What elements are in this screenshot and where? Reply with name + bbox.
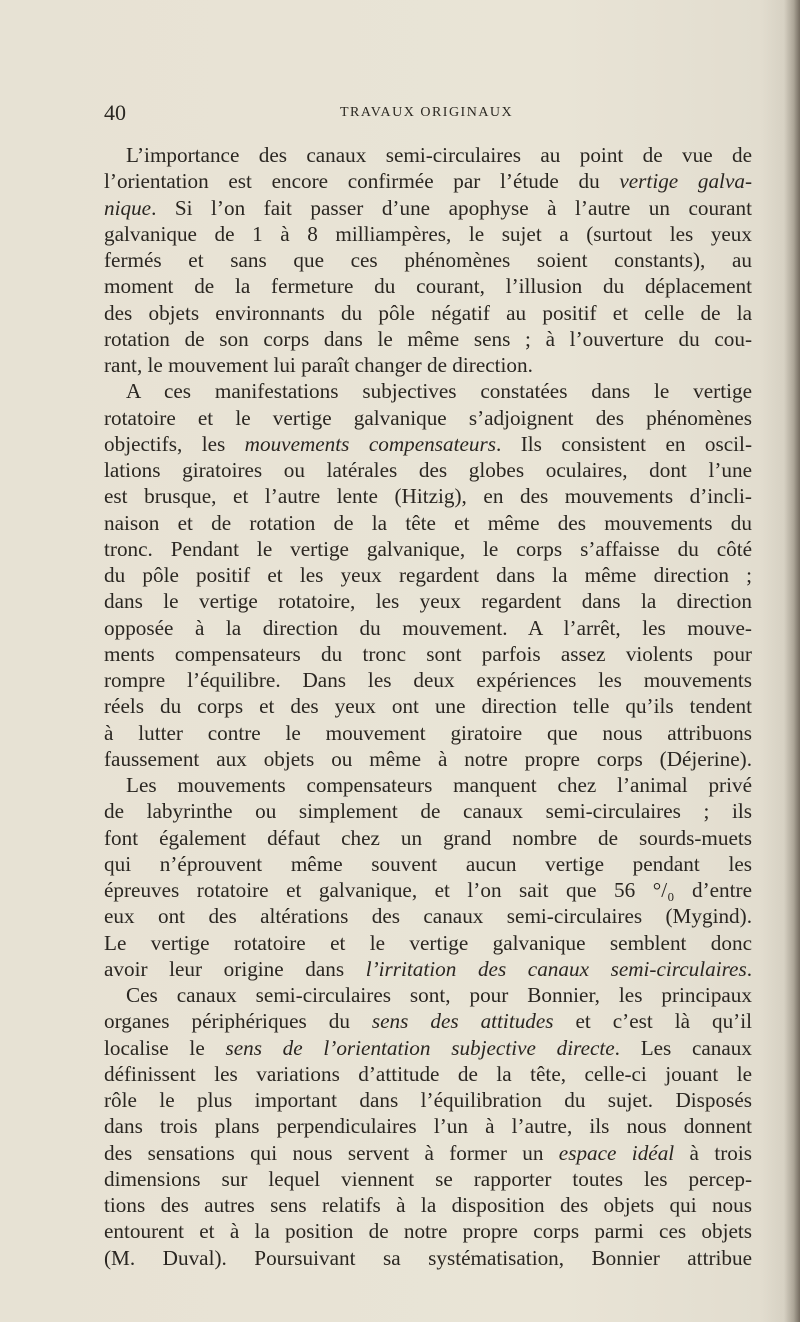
- text-segment: objectifs, les: [104, 431, 245, 456]
- text-segment: à trois: [674, 1140, 752, 1165]
- text-segment: fermés et sans que ces phénomènes soient constants), au: [104, 248, 752, 272]
- page-header: [104, 100, 754, 130]
- text-line: [104, 877, 752, 903]
- text-segment: rôle le plus important dans l’équilibration du sujet. Disposés: [104, 1088, 752, 1112]
- text-line: [104, 1245, 752, 1271]
- page-number: 40: [104, 100, 126, 125]
- text-segment: naison et de rotation de la tête et même des mouvements du: [104, 510, 752, 535]
- text-segment: tronc. Pendant le vertige galvanique, le corps s’affaisse du côté: [104, 536, 752, 561]
- text-line: [104, 168, 752, 194]
- text-line: [104, 667, 752, 693]
- text-line: [104, 221, 752, 247]
- text-line: [104, 588, 752, 614]
- text-segment: des sensations qui nous servent à former un: [104, 1140, 559, 1165]
- text-line: [104, 510, 752, 536]
- text-segment: épreuves rotatoire et galvanique, et l’on sait que 56 °/₀ d’entre: [104, 878, 752, 902]
- text-segment: .: [746, 956, 752, 981]
- text-segment: réels du corps et des yeux ont une direction telle qu’ils tendent: [104, 694, 752, 719]
- text-line: [104, 1140, 752, 1166]
- text-line: [104, 1008, 752, 1034]
- text-segment: et c’est là qu’il: [553, 1009, 752, 1034]
- text-segment: rotation de son corps dans le même sens ; à l’ouverture du cou-: [104, 326, 752, 351]
- text-segment: galvanique de 1 à 8 milliampères, le sujet a (surtout les yeux: [104, 221, 752, 246]
- text-segment: . Ils consistent en oscil-: [495, 431, 752, 456]
- text-line: [104, 956, 752, 982]
- italic-phrase: sens de l’orientation subjective directe: [225, 1035, 615, 1060]
- running-head: TRAVAUX ORIGINAUX: [340, 105, 514, 120]
- text-segment: . Si l’on fait passer d’une apophyse à l’autre un courant: [151, 195, 752, 220]
- text-line: [104, 798, 752, 824]
- text-line: [104, 562, 752, 588]
- text-segment: Ces canaux semi-circulaires sont, pour Bonnier, les principaux: [126, 983, 752, 1007]
- text-segment: qui n’éprouvent même souvent aucun vertige pendant les: [104, 851, 752, 876]
- page-edge-shadow: [784, 0, 800, 1322]
- text-segment: entourent et à la position de notre propre corps parmi ces objets: [104, 1219, 752, 1244]
- text-segment: tions des autres sens relatifs à la disposition des objets qui nous: [104, 1193, 752, 1217]
- text-segment: eux ont des altérations des canaux semi-circulaires (Mygind).: [104, 904, 752, 929]
- italic-phrase: nique: [104, 195, 152, 220]
- text-segment: faussement aux objets ou même à notre propre corps (Déjerine).: [104, 746, 752, 771]
- text-segment: Les mouvements compensateurs manquent chez l’animal privé: [126, 773, 752, 797]
- text-segment: avoir leur origine dans: [104, 956, 366, 981]
- text-segment: localise le: [104, 1035, 226, 1060]
- text-segment: ments compensateurs du tronc sont parfois assez violents pour: [104, 641, 752, 666]
- text-line: [104, 851, 752, 877]
- text-line: [104, 1087, 752, 1113]
- italic-phrase: sens des attitudes: [371, 1009, 554, 1034]
- text-line: [104, 720, 752, 746]
- text-segment: rotatoire et le vertige galvanique s’adjoignent des phénomènes: [104, 405, 752, 430]
- text-line: [104, 1061, 752, 1087]
- text-segment: moment de la fermeture du courant, l’illusion du déplacement: [104, 274, 752, 299]
- text-segment: rant, le mouvement lui paraît changer de direction.: [104, 353, 533, 377]
- text-line: [104, 982, 752, 1008]
- text-line: [104, 1218, 752, 1244]
- text-line: [104, 247, 752, 273]
- text-line: [104, 746, 752, 772]
- body-text: [104, 142, 752, 1271]
- text-segment: organes périphériques du: [104, 1009, 372, 1034]
- text-line: [104, 1192, 752, 1218]
- text-segment: dimensions sur lequel viennent se rapporter toutes les percep-: [104, 1166, 752, 1191]
- text-line: [104, 536, 752, 562]
- text-line: [104, 378, 752, 404]
- text-line: [104, 772, 752, 798]
- text-segment: de labyrinthe ou simplement de canaux semi-circulaires ; ils: [104, 799, 752, 824]
- text-segment: font également défaut chez un grand nombre de sourds-muets: [104, 825, 752, 850]
- text-segment: l’orientation est encore confirmée par l’étude du: [104, 169, 620, 194]
- italic-phrase: l’irritation des canaux semi-circulaires: [365, 956, 747, 981]
- text-segment: (M. Duval). Poursuivant sa systématisation, Bonnier attribue: [104, 1245, 752, 1270]
- text-segment: A ces manifestations subjectives constatées dans le vertige: [126, 379, 752, 404]
- text-line: [104, 693, 752, 719]
- text-line: [104, 352, 752, 378]
- text-segment: du pôle positif et les yeux regardent dans la même direction ;: [104, 563, 752, 587]
- text-segment: lations giratoires ou latérales des globes oculaires, dont l’une: [104, 458, 752, 482]
- italic-phrase: espace idéal: [558, 1140, 675, 1165]
- text-segment: est brusque, et l’autre lente (Hitzig), en des mouvements d’incli-: [104, 484, 752, 509]
- text-segment: L’importance des canaux semi-circulaires au point de vue de: [126, 143, 752, 167]
- text-line: [104, 483, 752, 509]
- text-segment: dans trois plans perpendiculaires l’un à l’autre, ils nous donnent: [104, 1114, 752, 1139]
- text-segment: Le vertige rotatoire et le vertige galvanique semblent donc: [104, 930, 752, 955]
- text-segment: rompre l’équilibre. Dans les deux expériences les mouvements: [104, 668, 752, 692]
- text-line: [104, 405, 752, 431]
- text-line: [104, 431, 752, 457]
- italic-phrase: mouvements compensateurs: [244, 431, 496, 456]
- italic-phrase: vertige galva-: [619, 169, 752, 194]
- text-line: [104, 1113, 752, 1139]
- text-segment: dans le vertige rotatoire, les yeux regardent dans la direction: [104, 589, 752, 614]
- text-segment: définissent les variations d’attitude de la tête, celle-ci jouant le: [104, 1061, 752, 1086]
- text-line: [104, 195, 752, 221]
- text-line: [104, 300, 752, 326]
- text-line: [104, 930, 752, 956]
- text-segment: des objets environnants du pôle négatif au positif et celle de la: [104, 300, 752, 325]
- text-line: [104, 903, 752, 929]
- text-segment: à lutter contre le mouvement giratoire que nous attribuons: [104, 720, 752, 745]
- text-line: [104, 326, 752, 352]
- text-line: [104, 1166, 752, 1192]
- text-line: [104, 615, 752, 641]
- text-segment: . Les canaux: [614, 1035, 752, 1060]
- text-line: [104, 641, 752, 667]
- text-line: [104, 273, 752, 299]
- text-line: [104, 825, 752, 851]
- text-line: [104, 1035, 752, 1061]
- text-segment: opposée à la direction du mouvement. A l’arrêt, les mouve-: [104, 615, 752, 640]
- text-line: [104, 457, 752, 483]
- text-line: [104, 142, 752, 168]
